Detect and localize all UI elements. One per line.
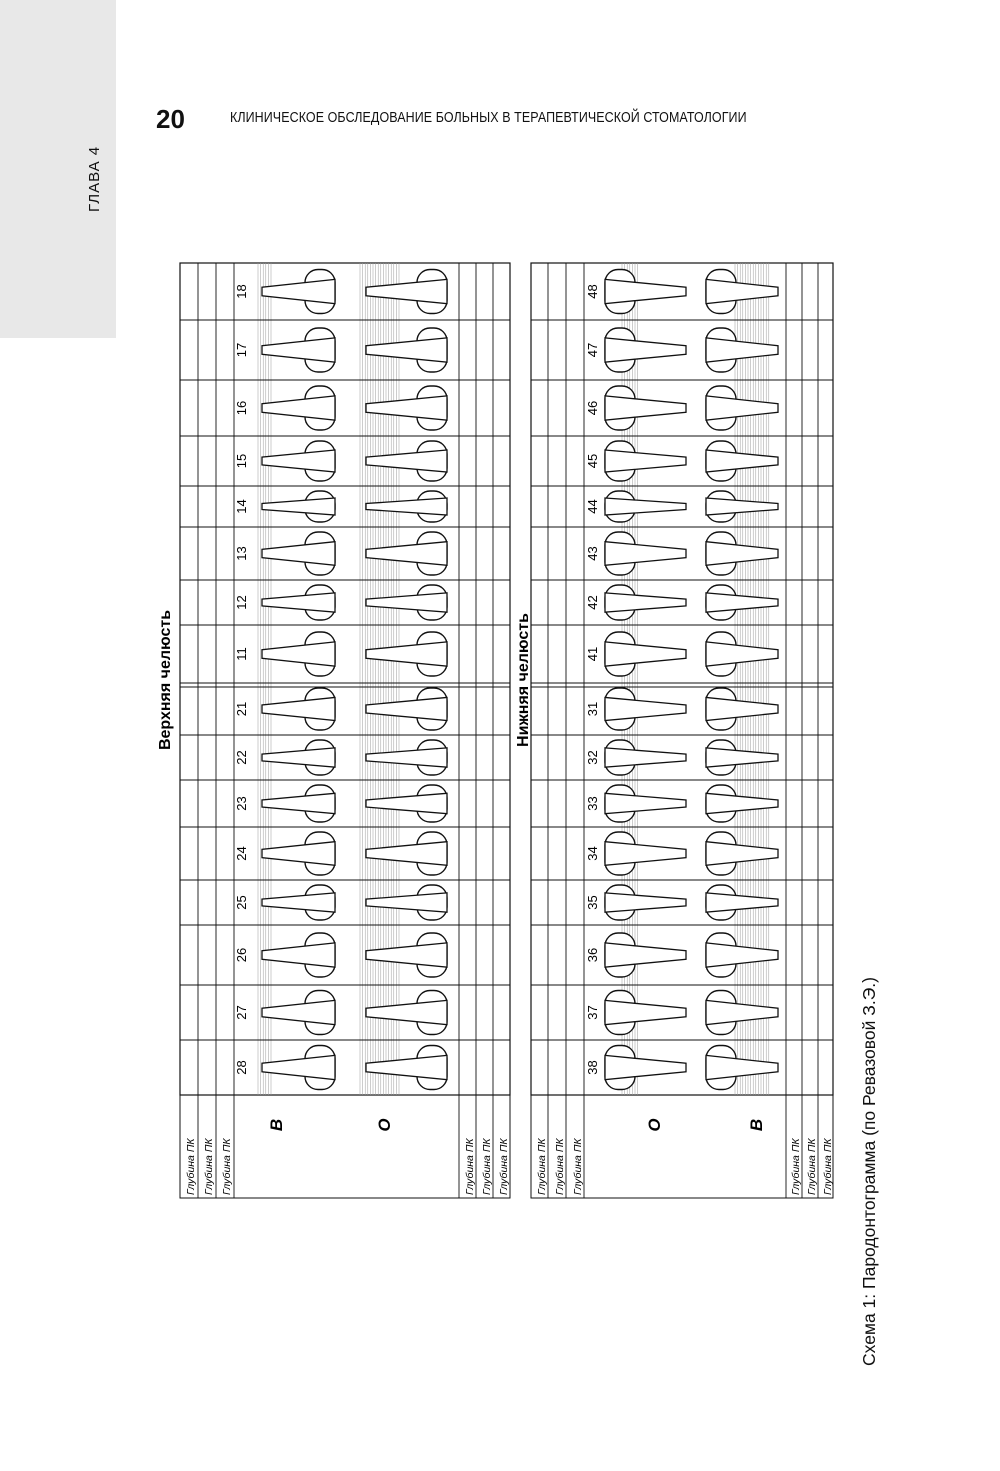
upper-jaw-table-frame — [180, 263, 510, 1095]
tooth-number: 47 — [585, 342, 600, 358]
upper-jaw-table-title: Верхняя челюсть — [157, 609, 174, 751]
surface-label: О — [375, 1118, 394, 1132]
figure-caption: Схема 1: Пародонтограмма (по Ревазовой З.Э.) — [859, 977, 879, 1366]
tooth-outline — [605, 441, 686, 481]
tooth-number: 12 — [234, 595, 249, 610]
tooth-root — [262, 842, 335, 866]
tooth-root — [706, 498, 778, 515]
upper-jaw-table-hatch-band — [258, 263, 271, 1095]
tooth-root — [262, 748, 335, 767]
tooth-outline — [262, 270, 335, 314]
tooth-root — [605, 279, 686, 303]
depth-row-label: Глубина ПК — [498, 1138, 510, 1195]
tooth-number: 38 — [585, 1060, 600, 1075]
tooth-number: 45 — [585, 453, 600, 469]
tooth-root — [262, 450, 335, 472]
tooth-outline — [262, 1046, 335, 1090]
tooth-outline — [706, 933, 778, 977]
tooth-outline — [706, 885, 778, 920]
depth-row-label: Глубина ПК — [806, 1138, 818, 1195]
tooth-root — [605, 498, 686, 515]
tooth-root — [605, 893, 686, 912]
tooth-outline — [605, 785, 686, 822]
tooth-root — [605, 697, 686, 720]
tooth-number: 21 — [234, 701, 249, 717]
tooth-outline — [605, 491, 686, 522]
tooth-outline — [706, 785, 778, 822]
tooth-outline — [706, 441, 778, 481]
surface-label: В — [747, 1118, 766, 1132]
tooth-root — [262, 338, 335, 362]
tooth-root — [706, 697, 778, 720]
tooth-outline — [706, 991, 778, 1035]
tooth-outline — [605, 386, 686, 430]
tooth-number: 28 — [234, 1060, 249, 1075]
tooth-number: 11 — [234, 647, 249, 661]
tooth-outline — [262, 885, 335, 920]
tooth-root — [706, 279, 778, 303]
tooth-outline — [605, 270, 686, 314]
depth-row-label: Глубина ПК — [790, 1138, 802, 1195]
tooth-root — [262, 642, 335, 666]
tooth-outline — [262, 785, 335, 822]
tooth-number: 35 — [585, 895, 600, 910]
tooth-root — [262, 697, 335, 720]
tooth-outline — [262, 491, 335, 522]
tooth-root — [706, 593, 778, 612]
tooth-outline — [262, 328, 335, 372]
tooth-root — [262, 893, 335, 912]
surface-label: В — [267, 1118, 286, 1132]
tooth-number: 16 — [234, 400, 249, 416]
tooth-outline — [706, 585, 778, 620]
tooth-root — [605, 748, 686, 767]
tooth-outline — [706, 740, 778, 775]
tooth-outline — [262, 386, 335, 430]
tooth-outline — [262, 532, 335, 575]
tooth-outline — [706, 632, 778, 676]
tooth-outline — [262, 585, 335, 620]
tooth-number: 25 — [234, 895, 249, 910]
tooth-outline — [605, 688, 686, 730]
tooth-root — [706, 642, 778, 666]
tooth-number: 17 — [234, 342, 249, 358]
tooth-outline — [605, 933, 686, 977]
tooth-outline — [605, 1046, 686, 1090]
tooth-outline — [706, 832, 778, 875]
tooth-outline — [262, 632, 335, 676]
tooth-number: 44 — [585, 499, 600, 514]
tooth-outline — [605, 832, 686, 875]
tooth-root — [605, 943, 686, 967]
tooth-root — [605, 396, 686, 420]
tooth-root — [706, 893, 778, 912]
tooth-root — [706, 748, 778, 767]
tooth-root — [605, 642, 686, 666]
tooth-root — [605, 793, 686, 813]
tooth-number: 22 — [234, 750, 249, 765]
chapter-label: ГЛАВА 4 — [86, 145, 103, 212]
tooth-root — [262, 1055, 335, 1079]
depth-row-label: Глубина ПК — [203, 1138, 215, 1195]
tooth-number: 48 — [585, 284, 600, 299]
tooth-root — [605, 842, 686, 866]
tooth-number: 18 — [234, 284, 249, 299]
depth-row-label: Глубина ПК — [221, 1138, 233, 1195]
tooth-number: 42 — [585, 595, 600, 610]
tooth-outline — [262, 441, 335, 481]
tooth-root — [605, 593, 686, 612]
depth-row-label: Глубина ПК — [554, 1138, 566, 1195]
depth-row-label: Глубина ПК — [536, 1138, 548, 1195]
tooth-root — [706, 1000, 778, 1024]
upper-jaw-table-hatch-band — [360, 263, 399, 1095]
depth-row-label: Глубина ПК — [481, 1138, 493, 1195]
tooth-number: 37 — [585, 1005, 600, 1020]
tooth-number: 13 — [234, 546, 249, 561]
tooth-root — [262, 793, 335, 813]
tooth-root — [605, 1055, 686, 1079]
tooth-number: 24 — [234, 846, 249, 861]
tooth-number: 46 — [585, 400, 600, 416]
tooth-root — [262, 542, 335, 566]
tooth-outline — [605, 585, 686, 620]
tooth-outline — [706, 1046, 778, 1090]
tooth-root — [706, 943, 778, 967]
tooth-number: 26 — [234, 947, 249, 963]
tooth-outline — [262, 740, 335, 775]
tooth-outline — [262, 991, 335, 1035]
surface-label: О — [645, 1118, 664, 1132]
tooth-root — [262, 498, 335, 515]
tooth-number: 23 — [234, 796, 249, 811]
tooth-root — [262, 279, 335, 303]
tooth-root — [706, 1055, 778, 1079]
upper-jaw-table — [157, 263, 510, 1198]
tooth-number: 36 — [585, 947, 600, 963]
tooth-number: 41 — [585, 646, 600, 662]
tooth-root — [262, 593, 335, 612]
tooth-outline — [605, 885, 686, 920]
tooth-number: 43 — [585, 546, 600, 561]
lower-jaw-table — [515, 263, 834, 1198]
page-number: 20 — [156, 104, 185, 134]
tooth-outline — [605, 740, 686, 775]
tooth-number: 15 — [234, 453, 249, 469]
tooth-root — [706, 450, 778, 472]
tooth-number: 14 — [234, 499, 249, 514]
tooth-outline — [605, 991, 686, 1035]
tooth-root — [262, 396, 335, 420]
tooth-outline — [262, 832, 335, 875]
depth-row-label: Глубина ПК — [572, 1138, 584, 1195]
tooth-outline — [706, 328, 778, 372]
tooth-root — [262, 943, 335, 967]
tooth-number: 34 — [585, 846, 600, 861]
tooth-root — [605, 338, 686, 362]
tooth-root — [706, 542, 778, 566]
tooth-number: 31 — [585, 701, 600, 717]
depth-row-label: Глубина ПК — [185, 1138, 197, 1195]
tooth-outline — [605, 532, 686, 575]
tooth-number: 27 — [234, 1005, 249, 1020]
tooth-outline — [605, 632, 686, 676]
tooth-root — [262, 1000, 335, 1024]
tooth-outline — [706, 532, 778, 575]
tooth-number: 33 — [585, 796, 600, 811]
running-title: КЛИНИЧЕСКОЕ ОБСЛЕДОВАНИЕ БОЛЬНЫХ В ТЕРАПЕВТИЧЕСКОЙ СТОМАТОЛОГИИ — [230, 110, 747, 126]
tooth-root — [706, 793, 778, 813]
tooth-root — [706, 842, 778, 866]
tooth-outline — [706, 386, 778, 430]
tooth-root — [605, 450, 686, 472]
tooth-outline — [706, 688, 778, 730]
tooth-number: 32 — [585, 750, 600, 765]
tooth-root — [706, 338, 778, 362]
lower-jaw-table-frame — [531, 263, 833, 1095]
tooth-outline — [262, 933, 335, 977]
tooth-outline — [605, 328, 686, 372]
tooth-outline — [706, 491, 778, 522]
depth-row-label: Глубина ПК — [822, 1138, 834, 1195]
tooth-outline — [706, 270, 778, 314]
lower-jaw-table-hatch-band — [735, 263, 769, 1095]
tooth-root — [605, 542, 686, 566]
tooth-root — [706, 396, 778, 420]
tooth-root — [605, 1000, 686, 1024]
tooth-outline — [262, 688, 335, 730]
lower-jaw-table-title: Нижняя челюсть — [515, 613, 532, 747]
depth-row-label: Глубина ПК — [464, 1138, 476, 1195]
